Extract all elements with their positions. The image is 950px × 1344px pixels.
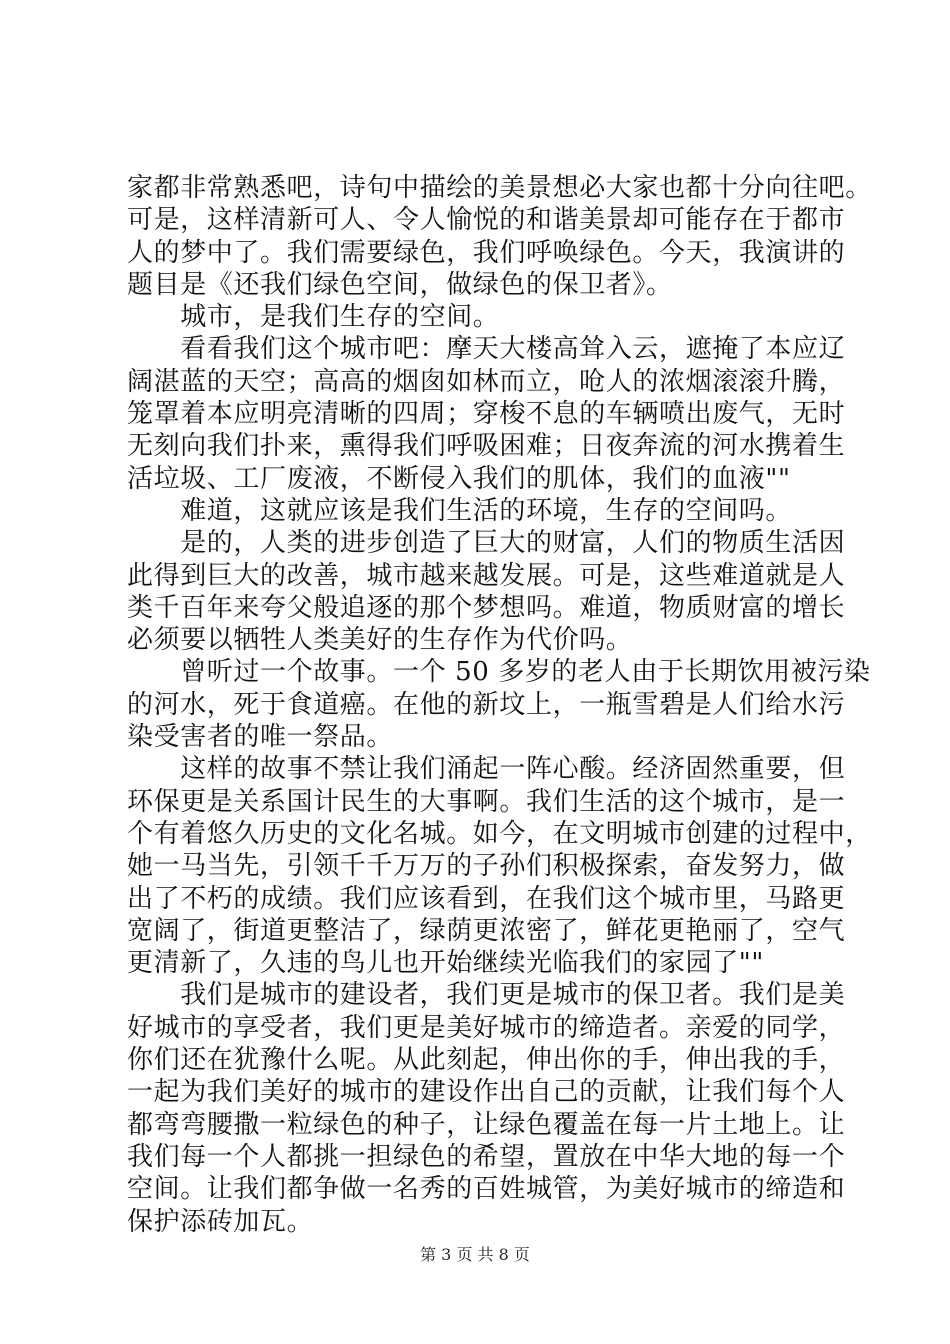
text-line: 出了不朽的成绩。我们应该看到，在我们这个城市里，马路更 [127, 883, 846, 914]
text-line: 一起为我们美好的城市的建设作出自己的贡献，让我们每个人 [127, 1077, 846, 1108]
text-line: 人的梦中了。我们需要绿色，我们呼唤绿色。今天，我演讲的 [127, 237, 846, 268]
text-line: 染受害者的唯一祭品。 [127, 722, 394, 753]
text-line: 环保更是关系国计民生的大事啊。我们生活的这个城市，是一 [127, 786, 846, 817]
text-line: 此得到巨大的改善，城市越来越发展。可是，这些难道就是人 [127, 560, 846, 591]
text-line: 难道，这就应该是我们生活的环境，生存的空间吗。 [127, 495, 793, 526]
text-line: 是的，人类的进步创造了巨大的财富，人们的物质生活因 [127, 528, 846, 559]
text-line: 看看我们这个城市吧：摩天大楼高耸入云，遮掩了本应辽 [127, 334, 846, 365]
text-line: 我们是城市的建设者，我们更是城市的保卫者。我们是美 [127, 980, 846, 1011]
text-line: 更清新了，久违的鸟儿也开始继续光临我们的家园了"" [127, 948, 764, 979]
text-line: 空间。让我们都争做一名秀的百姓城管，为美好城市的缔造和 [127, 1174, 846, 1205]
text-line: 她一马当先，引领千千万万的子孙们积极探索，奋发努力，做 [127, 851, 846, 882]
text-line: 家都非常熟悉吧，诗句中描绘的美景想必大家也都十分向往吧。 [127, 173, 872, 203]
text-line: 宽阔了，街道更整洁了，绿荫更浓密了，鲜花更艳丽了，空气 [127, 915, 846, 946]
text-line: 城市，是我们生存的空间。 [127, 302, 500, 333]
text-line: 题目是《还我们绿色空间，做绿色的保卫者》。 [127, 269, 673, 300]
text-line: 的河水，死于食道癌。在他的新坟上，一瓶雪碧是人们给水污 [127, 689, 846, 720]
text-line: 保护添砖加瓦。 [127, 1206, 314, 1237]
body-text [127, 172, 872, 1238]
text-line: 我们每一个人都挑一担绿色的希望，置放在中华大地的每一个 [127, 1141, 846, 1172]
text-line: 好城市的享受者，我们更是美好城市的缔造者。亲爱的同学， [127, 1012, 846, 1043]
text-line: 阔湛蓝的天空；高高的烟囱如林而立，呛人的浓烟滚滚升腾， [127, 366, 846, 397]
text-line: 活垃圾、工厂废液，不断侵入我们的肌体，我们的血液"" [127, 463, 791, 494]
text-line: 类千百年来夸父般追逐的那个梦想吗。难道，物质财富的增长 [127, 592, 846, 623]
text-line: 无刻向我们扑来，熏得我们呼吸困难；日夜奔流的河水携着生 [127, 431, 846, 462]
page-number-footer: 第 3 页 共 8 页 [420, 1245, 530, 1264]
text-line: 这样的故事不禁让我们涌起一阵心酸。经济固然重要，但 [127, 754, 846, 785]
text-line: 可是，这样清新可人、令人愉悦的和谐美景却可能存在于都市 [127, 205, 846, 236]
text-line: 必须要以牺牲人类美好的生存作为代价吗。 [127, 625, 633, 656]
text-line: 都弯弯腰撒一粒绿色的种子，让绿色覆盖在每一片土地上。让 [127, 1109, 846, 1140]
text-line: 你们还在犹豫什么呢。从此刻起，伸出你的手，伸出我的手， [127, 1045, 846, 1076]
text-line: 笼罩着本应明亮清晰的四周；穿梭不息的车辆喷出废气，无时 [127, 399, 846, 430]
text-line: 个有着悠久历史的文化名城。如今，在文明城市创建的过程中， [127, 818, 872, 849]
text-line: 曾听过一个故事。一个 50 多岁的老人由于长期饮用被污染 [127, 657, 871, 688]
